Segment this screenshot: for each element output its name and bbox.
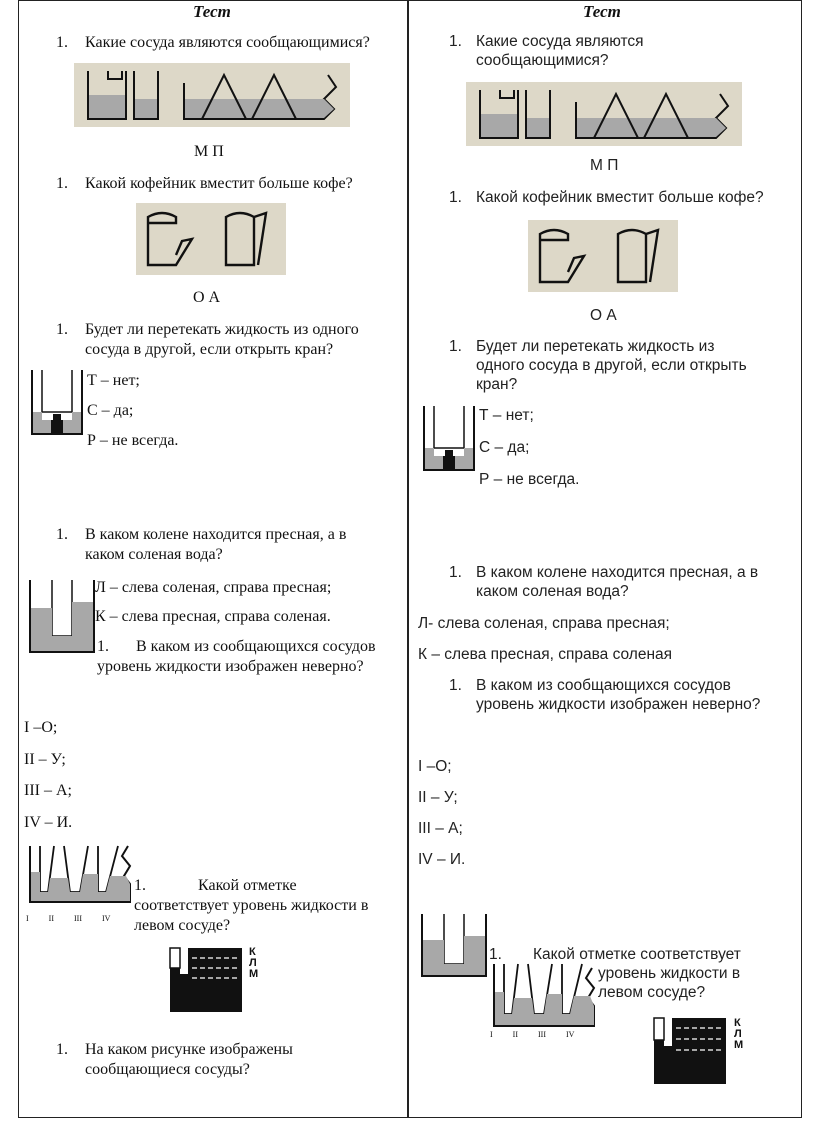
right-u-tube-picture bbox=[418, 910, 490, 980]
right-title: Тест bbox=[583, 2, 621, 21]
left-q4-option-l: Л – слева соленая, справа пресная; bbox=[95, 579, 332, 596]
left-q3-option-s: С – да; bbox=[87, 402, 134, 419]
left-vessel-roman-labels bbox=[26, 914, 110, 924]
right-vessel-label-4: IV bbox=[566, 1030, 575, 1039]
left-q3-number: 1. bbox=[56, 321, 68, 338]
left-q6-number: 1. bbox=[134, 877, 146, 894]
right-valve-vessels-picture bbox=[420, 406, 478, 476]
left-title: Тест bbox=[193, 2, 231, 21]
right-q3-number: 1. bbox=[449, 338, 462, 355]
right-q5-line1: В каком из сообщающихся сосудов bbox=[476, 677, 731, 694]
left-q5-option-2: II – У; bbox=[24, 751, 66, 768]
left-q2-text: Какой кофейник вместит больше кофе? bbox=[85, 175, 353, 192]
left-q5-option-3: III – А; bbox=[24, 782, 72, 799]
right-vessel-label-1: I bbox=[490, 1030, 493, 1039]
right-vessel-roman-labels bbox=[490, 1030, 574, 1040]
right-q6-number: 1. bbox=[489, 946, 502, 963]
right-mark-k: К bbox=[734, 1017, 741, 1029]
left-q7-line1: На каком рисунке изображены bbox=[85, 1041, 293, 1058]
right-q3-option-t: Т – нет; bbox=[479, 407, 534, 424]
right-vessel-label-3: III bbox=[538, 1030, 546, 1039]
left-q4-line1: В каком колене находится пресная, а в bbox=[85, 526, 347, 543]
right-q3-option-r: Р – не всегда. bbox=[479, 471, 580, 488]
right-level-marks-letters bbox=[734, 1018, 743, 1051]
left-vessel-label-1: I bbox=[26, 914, 29, 923]
right-q2-text: Какой кофейник вместит больше кофе? bbox=[476, 189, 764, 206]
right-vessel-label-2: II bbox=[512, 1030, 518, 1039]
right-q4-option-k: К – слева пресная, справа соленая bbox=[418, 646, 673, 663]
right-q1-answer: М П bbox=[590, 157, 619, 174]
right-vessels-picture bbox=[466, 82, 742, 146]
right-q3-line1: Будет ли перетекать жидкость из bbox=[476, 338, 715, 355]
right-q1-number: 1. bbox=[449, 33, 462, 50]
left-four-vessels-picture bbox=[26, 844, 136, 916]
right-level-marks-picture bbox=[648, 1014, 730, 1088]
right-coffee-pots-picture bbox=[528, 220, 678, 292]
right-q5-option-4: IV – И. bbox=[418, 851, 466, 868]
right-q5-option-3: III – А; bbox=[418, 820, 463, 837]
left-q2-number: 1. bbox=[56, 175, 68, 192]
right-q2-answer: О А bbox=[590, 307, 617, 324]
right-q4-line2: каком соленая вода? bbox=[476, 583, 629, 600]
right-q6-line1: Какой отметке соответствует bbox=[533, 946, 741, 963]
right-q6-line3: левом сосуде? bbox=[598, 984, 706, 1001]
column-divider bbox=[407, 0, 409, 1118]
right-q3-line3: кран? bbox=[476, 376, 518, 393]
left-vessel-label-3: III bbox=[74, 914, 82, 923]
right-q5-line2: уровень жидкости изображен неверно? bbox=[476, 696, 761, 713]
right-q5-number: 1. bbox=[449, 677, 462, 694]
right-q4-option-l: Л- слева соленая, справа пресная; bbox=[418, 615, 670, 632]
left-vessel-label-4: IV bbox=[102, 914, 111, 923]
left-q2-answer: О А bbox=[193, 289, 221, 306]
right-q4-line1: В каком колене находится пресная, а в bbox=[476, 564, 759, 581]
left-q4-option-k: К – слева пресная, справа соленая. bbox=[95, 608, 331, 625]
left-q7-number: 1. bbox=[56, 1041, 68, 1058]
left-q3-option-r: Р – не всегда. bbox=[87, 432, 179, 449]
left-q4-number: 1. bbox=[56, 526, 68, 543]
right-mark-m: М bbox=[734, 1039, 744, 1051]
left-q3-line1: Будет ли перетекать жидкость из одного bbox=[85, 321, 359, 338]
right-q3-option-s: С – да; bbox=[479, 439, 530, 456]
right-q3-line2: одного сосуда в другой, если открыть bbox=[476, 357, 747, 374]
left-q4-line2: каком соленая вода? bbox=[85, 546, 223, 563]
left-q5-number: 1. bbox=[97, 638, 109, 655]
right-q1-line2: сообщающимися? bbox=[476, 52, 609, 69]
left-q5-line2: уровень жидкости изображен неверно? bbox=[97, 658, 364, 675]
left-q7-line2: сообщающиеся сосуды? bbox=[85, 1061, 250, 1078]
right-four-vessels-picture bbox=[490, 962, 600, 1034]
left-q5-option-1: I –О; bbox=[24, 719, 58, 736]
left-q1-answer: М П bbox=[194, 143, 224, 160]
right-q2-number: 1. bbox=[449, 189, 462, 206]
left-q5-option-4: IV – И. bbox=[24, 814, 73, 831]
right-q1-line1: Какие сосуда являются bbox=[476, 33, 644, 50]
left-level-marks-picture bbox=[164, 944, 246, 1016]
right-mark-l: Л bbox=[734, 1028, 742, 1040]
left-mark-k: К bbox=[249, 946, 256, 958]
left-coffee-pots-picture bbox=[136, 203, 286, 275]
right-q5-option-1: I –О; bbox=[418, 758, 452, 775]
left-vessel-label-2: II bbox=[48, 914, 54, 923]
left-q1-number: 1. bbox=[56, 34, 68, 51]
left-q3-line2: сосуда в другой, если открыть кран? bbox=[85, 341, 334, 358]
left-q6-line1: Какой отметке bbox=[198, 877, 297, 894]
left-q3-option-t: Т – нет; bbox=[87, 372, 140, 389]
right-q4-number: 1. bbox=[449, 564, 462, 581]
left-q1-text: Какие сосуда являются сообщающимися? bbox=[85, 34, 370, 51]
left-level-marks-letters bbox=[249, 947, 258, 980]
left-u-tube-picture bbox=[26, 574, 98, 656]
right-q5-option-2: II – У; bbox=[418, 789, 458, 806]
left-mark-l: Л bbox=[249, 957, 257, 969]
left-q5-line1: В каком из сообщающихся сосудов bbox=[136, 638, 376, 655]
left-q6-line2: соответствует уровень жидкости в bbox=[134, 897, 369, 914]
left-vessels-picture bbox=[74, 63, 350, 127]
left-valve-vessels-picture bbox=[28, 370, 86, 440]
left-mark-m: М bbox=[249, 968, 259, 980]
left-q6-line3: левом сосуде? bbox=[134, 917, 231, 934]
right-q6-line2: уровень жидкости в bbox=[598, 965, 741, 982]
